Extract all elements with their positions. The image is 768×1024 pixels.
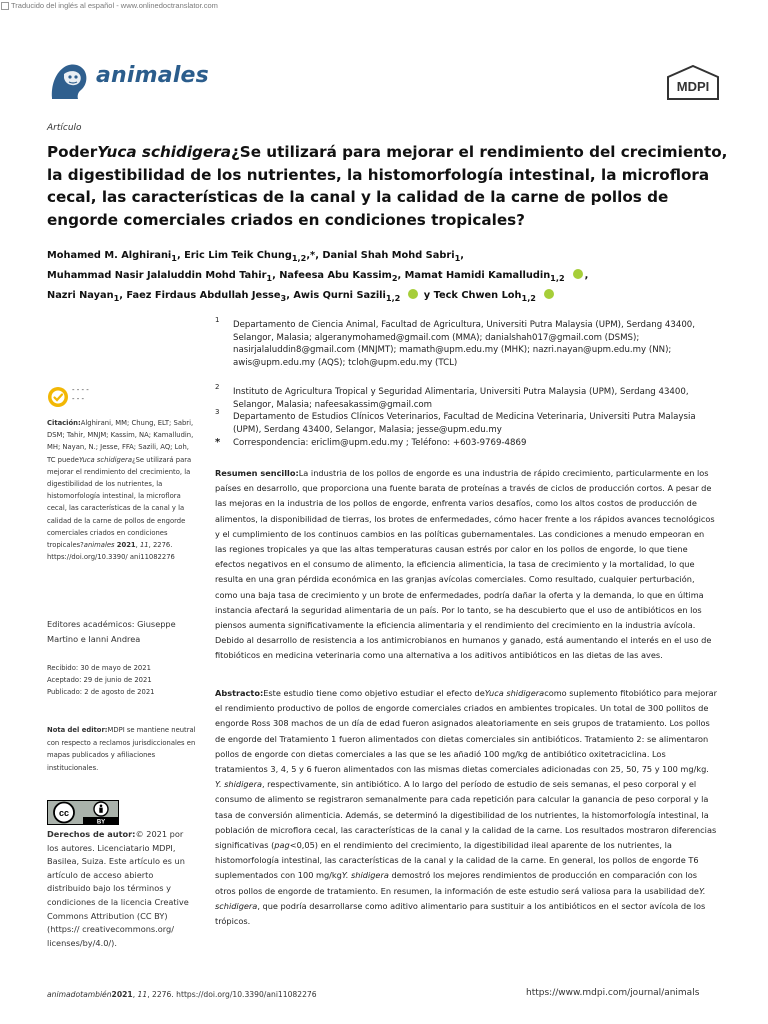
date-published: Publicado: 2 de agosto de 2021 [47, 688, 155, 696]
simple-summary [215, 466, 718, 664]
footer-doi[interactable]: , 2276. https://doi.org/10.3390/ani11082276 [147, 990, 317, 999]
affiliation-number: 2 [215, 383, 220, 391]
affiliation-number: 1 [215, 316, 220, 324]
cc-label: cc [58, 808, 70, 818]
abstract-species: Yuca shidigera [484, 688, 545, 698]
copyright-block [47, 828, 197, 950]
author-affil-sup: 1,2 [291, 252, 307, 263]
abstract-text: , respectivamente, sin antibiótico. A lo largo del período de estudio de seis semanas, el peso corporal y el consumo de alimento se registraron semanalmente para cada repetición para calcular la ganancia de peso corporal y la tasa de conversión alimenticia. Además, se determinó la digestibilidad de los nutrientes, la histomorfología intestinal, la población de microflora cecal, las características de la canal y la calidad de la carne. Los resultados mostraron diferencias significativas ( [215, 779, 717, 851]
citation-doi[interactable]: , 2276. https://doi.org/10.3390/ ani11082276 [47, 541, 175, 562]
author-list [47, 247, 687, 307]
author-separator: , [584, 269, 589, 281]
author-affil-sup: 3 [280, 292, 287, 303]
abstract-text: demostró los mejores rendimientos de producción en comparación con los otros pollos de engorde de tratamiento. En resumen, la información de este estudio será valiosa para la usabilidad de [215, 870, 699, 896]
author-name: , Eric Lim Teik Chung [176, 250, 292, 261]
copyright-text: © 2021 por los autores. Licenciatario MDPI, Basilea, Suiza. Este artículo es un artículo de acceso abierto distribuido bajo los términos y condiciones de la licencia Creative Commons Attribution (CC BY) (https:// creativecommons.org/ licenses/by/4.0/). [47, 829, 189, 948]
author-affil-sup: 1,2 [550, 272, 565, 283]
academic-editors: Editores académicos: Giuseppe Martino e Ianni Andrea [47, 619, 176, 644]
abstract-text: , que podría desarrollarse como aditivo alimentario para sustituir a los antibióticos en el sector avícola de los trópicos. [215, 900, 706, 927]
author-name: Nazri Nayan [47, 289, 114, 301]
citation-authors: Alghirani, MM; Chung, ELT; Sabri, DSM; Tahir, MNJM; Kassim, NA; Kamalludin, MH; Nayan, N.; Jesse, FFA; Sazili, AQ; Loh, TC puede [47, 419, 194, 464]
abstract-species: Y. schidigera [215, 885, 706, 911]
abstract-species: Y. shidigera [215, 779, 262, 790]
author-affil-sup: 1,2 [521, 292, 536, 303]
check-for-updates-icon[interactable] [47, 386, 69, 408]
author-name: , Faez Firdaus Abdullah Jesse [119, 289, 281, 301]
cc-by-label: BY [96, 819, 106, 825]
title-prefix: Poder [47, 143, 98, 161]
translation-banner[interactable] [0, 0, 218, 11]
cc-by-license-icon[interactable] [47, 800, 119, 825]
corresponding-mark: ,* [306, 250, 316, 261]
abstract-species: Y. shidigera [341, 870, 389, 881]
publisher-note [47, 724, 197, 774]
footer-journal: animado [47, 990, 81, 999]
journal-logo-icon [47, 58, 89, 100]
journal-name: animales [96, 63, 209, 88]
abstract-label: Abstracto: [215, 688, 264, 698]
orcid-icon[interactable] [573, 269, 583, 279]
citation-volume: 11 [139, 541, 149, 550]
footer-citation: animadotambién2021, 11, 2276. https://doi.org/10.3390/ani11082276 [47, 990, 317, 999]
simple-summary-label: Resumen sencillo: [215, 468, 299, 478]
journal-url-link[interactable]: https://www.mdpi.com/journal/animals [526, 988, 700, 998]
affiliation-text: Departamento de Ciencia Animal, Facultad de Agricultura, Universiti Putra Malaysia (UPM), Serdang 43400, Selangor, Malasia; algeranymohamed@gmail.com (MMA); danialshah017@gmail.com (DSMS); nasirjalaluddin8@gmail.com (MNJMT); mamath@upm.edu.my (MHK); nazri.nayan@upm.edu.my (NN); awis@upm.edu.my (AQS); tcloh@upm.edu.my (TCL) [233, 320, 695, 369]
author-name: , Nafeesa Abu Kassim [272, 269, 392, 281]
author-name: , Danial Shah Mohd Sabri [315, 250, 455, 261]
affiliation-text: Departamento de Estudios Clínicos Veterinarios, Facultad de Medicina Veterinaria, Universiti Putra Malaysia (UPM), Serdang 43400, Selangor, Malasia; jesse@upm.edu.my [233, 412, 696, 435]
citation-year: 2021 [116, 541, 136, 550]
citation-label: Citación: [47, 419, 81, 427]
article-title [47, 141, 737, 231]
abstract-text: <0,05) en el rendimiento del crecimiento, la digestibilidad ileal aparente de los nutrientes, la histomorfología intestinal, las características de la canal y la calidad de la carne. En general, los pollos de engorde T6 suplementados con 100 mg/kg [215, 840, 699, 881]
title-rest: ¿Se utilizará para mejorar el rendimiento del crecimiento, la digestibilidad de los nutrientes, la histomorfología intestinal, la microflora cecal, las características de la canal y la calidad de la carne de pollos de engorde comerciales criados en condiciones tropicales? [47, 143, 728, 229]
author-affil-sup: 1 [113, 292, 120, 303]
publisher-logo-text: MDPI [676, 79, 710, 94]
simple-summary-text: La industria de los pollos de engorde es una industria de rápido crecimiento, particularmente en los países en desarrollo, que proporciona una fuente barata de proteínas a través de ciclos de producción cortos. A pesar de las mejoras en la industria de los pollos de engorde, enfrenta varios desafíos, como los altos costos de producción de alimentos, la disponibilidad de tierras, los brotes de enfermedades, cómo hacer frente a los rápidos avances tecnológicos y el cumplimiento de los continuos cambios en las políticas gubernamentales. Las condiciones a menudo empeoran en las regiones tropicales ya que las altas temperaturas causan estrés por calor en los pollos de engorde, lo que tiene efectos negativos en el consumo de alimento, la eficiencia alimenticia, la tasa de crecimiento y la mortalidad, lo que resulta en una gran pérdida económica en las granjas avícolas comerciales. Como resultado, cualquier perturbación, como una baja tasa de crecimiento y un brote de enfermedades, podría dañar la oferta y la demanda, lo que en última instancia afectará la seguridad alimentaria de un país. Por lo tanto, se ha descubierto que el uso de antibióticos en los piensos aumenta significativamente la eficiencia alimentaria y el rendimiento del crecimiento en la industria avícola. Debido al desarrollo de resistencia a los antimicrobianos en humanos y ganado, está aumentando el interés en el uso de fitobióticos en medicina veterinaria como una alternativa a los aditivos antibióticos en las dietas de las aves. [215, 468, 715, 661]
check-for-updates-label: - - - - - - - [72, 386, 89, 403]
note-label: Nota del editor: [47, 726, 108, 734]
author-name: , Awis Qurni Sazili [286, 289, 386, 301]
affiliation-number: 3 [215, 408, 220, 416]
note-text: MDPI se mantiene neutral con respecto a reclamos jurisdiccionales en mapas publicados y afiliaciones institucionales. [47, 726, 196, 772]
abstract-text: Este estudio tiene como objetivo estudiar el efecto de [263, 688, 485, 698]
author-name: , Mamat Hamidi Kamalludin [397, 269, 551, 281]
abstract [215, 686, 718, 929]
affiliation-text: Instituto de Agricultura Tropical y Seguridad Alimentaria, Universiti Putra Malaysia (UPM), Serdang 43400, Selangor, Malasia; nafeesakassim@gmail.com [233, 387, 689, 410]
author-name: Muhammad Nasir Jalaluddin Mohd Tahir [47, 269, 267, 281]
affiliation-3 [215, 408, 715, 437]
abstract-p-symbol: pag [274, 840, 290, 851]
author-affil-sup: 1 [454, 252, 461, 263]
date-accepted: Aceptado: 29 de junio de 2021 [47, 676, 152, 684]
mdpi-logo-icon [667, 65, 719, 101]
correspondence-mark: * [215, 437, 221, 448]
translate-icon [1, 2, 9, 10]
correspondence [215, 437, 715, 450]
orcid-icon[interactable] [408, 289, 418, 299]
publication-dates [47, 663, 197, 699]
author-affil-sup: 1 [171, 252, 177, 263]
copyright-label: Derechos de autor: [47, 829, 136, 839]
affiliation-2 [215, 383, 715, 412]
citation-title: ¿Se utilizará para mejorar el rendimiento del crecimiento, la digestibilidad de los nutrientes, la histomorfología intestinal, la microflora cecal, las características de la canal y la calidad de la carne de pollos de engorde comerciales criados en condiciones tropicales? [47, 455, 192, 550]
citation-journal: animales [83, 541, 115, 550]
orcid-icon[interactable] [544, 289, 554, 299]
author-affil-sup: 1 [266, 272, 273, 283]
author-affil-sup: 1,2 [385, 292, 401, 303]
abstract-text: como suplemento fitobiótico para mejorar el rendimiento productivo de pollos de engorde comerciales criados en ambientes tropicales. Un total de 300 pollitos de engorde Ross 308 machos de un día de edad fueron asignados aleatoriamente en seis grupos de tratamiento. Los pollos de engorde del Tratamiento 1 fueron alimentados con dietas comerciales sin antibióticos. Tratamiento 2: se alimentaron pollos de engorde con dietas comerciales a las que se les añadió 100 mg/kg de antibiótico oxitetraciclina. Los tratamientos 3, 4, 5 y 6 fueron alimentados con las mismas dietas comerciales adicionadas con 25, 50, 75 y 100 mg/kg. [215, 688, 717, 775]
author-name: y Teck Chwen Loh [423, 289, 522, 301]
footer-journal-suffix: también [80, 990, 112, 999]
author-name: Mohamed M. Alghirani [47, 250, 172, 261]
title-species: Yuca schidigera [97, 143, 231, 161]
citation-block: Citación:Alghirani, MM; Chung, ELT; Sabri, DSM; Tahir, MNJM; Kassim, NA; Kamalludin, MH; Nayan, N.; Jesse, FFA; Sazili, AQ; Loh, TC puedeYuca schidigera¿Se utilizará para mejorar el rendimiento del crecimiento, la digestibilidad de los nutrientes, la histomorfología intestinal, la microflora cecal, las características de la canal y la calidad de la carne de pollos de engorde comerciales criados en condiciones tropicales?animales 2021, 11, 2276. https://doi.org/10.3390/ ani11082276 [47, 419, 194, 562]
footer-year: 2021 [111, 990, 133, 999]
correspondence-text: Correspondencia: ericlim@upm.edu.my ; Teléfono: +603-9769-4869 [233, 438, 527, 448]
date-received: Recibido: 30 de mayo de 2021 [47, 664, 151, 672]
author-affil-sup: 2 [391, 272, 398, 283]
citation-species: Yuca schidigera [78, 455, 132, 464]
affiliation-1 [215, 316, 715, 383]
banner-text: Traducido del inglés al español - www.onlinedoctranslator.com [11, 1, 218, 10]
author-separator: , [460, 250, 464, 261]
article-type: Artículo [47, 123, 82, 133]
footer-volume: 11 [137, 990, 148, 999]
